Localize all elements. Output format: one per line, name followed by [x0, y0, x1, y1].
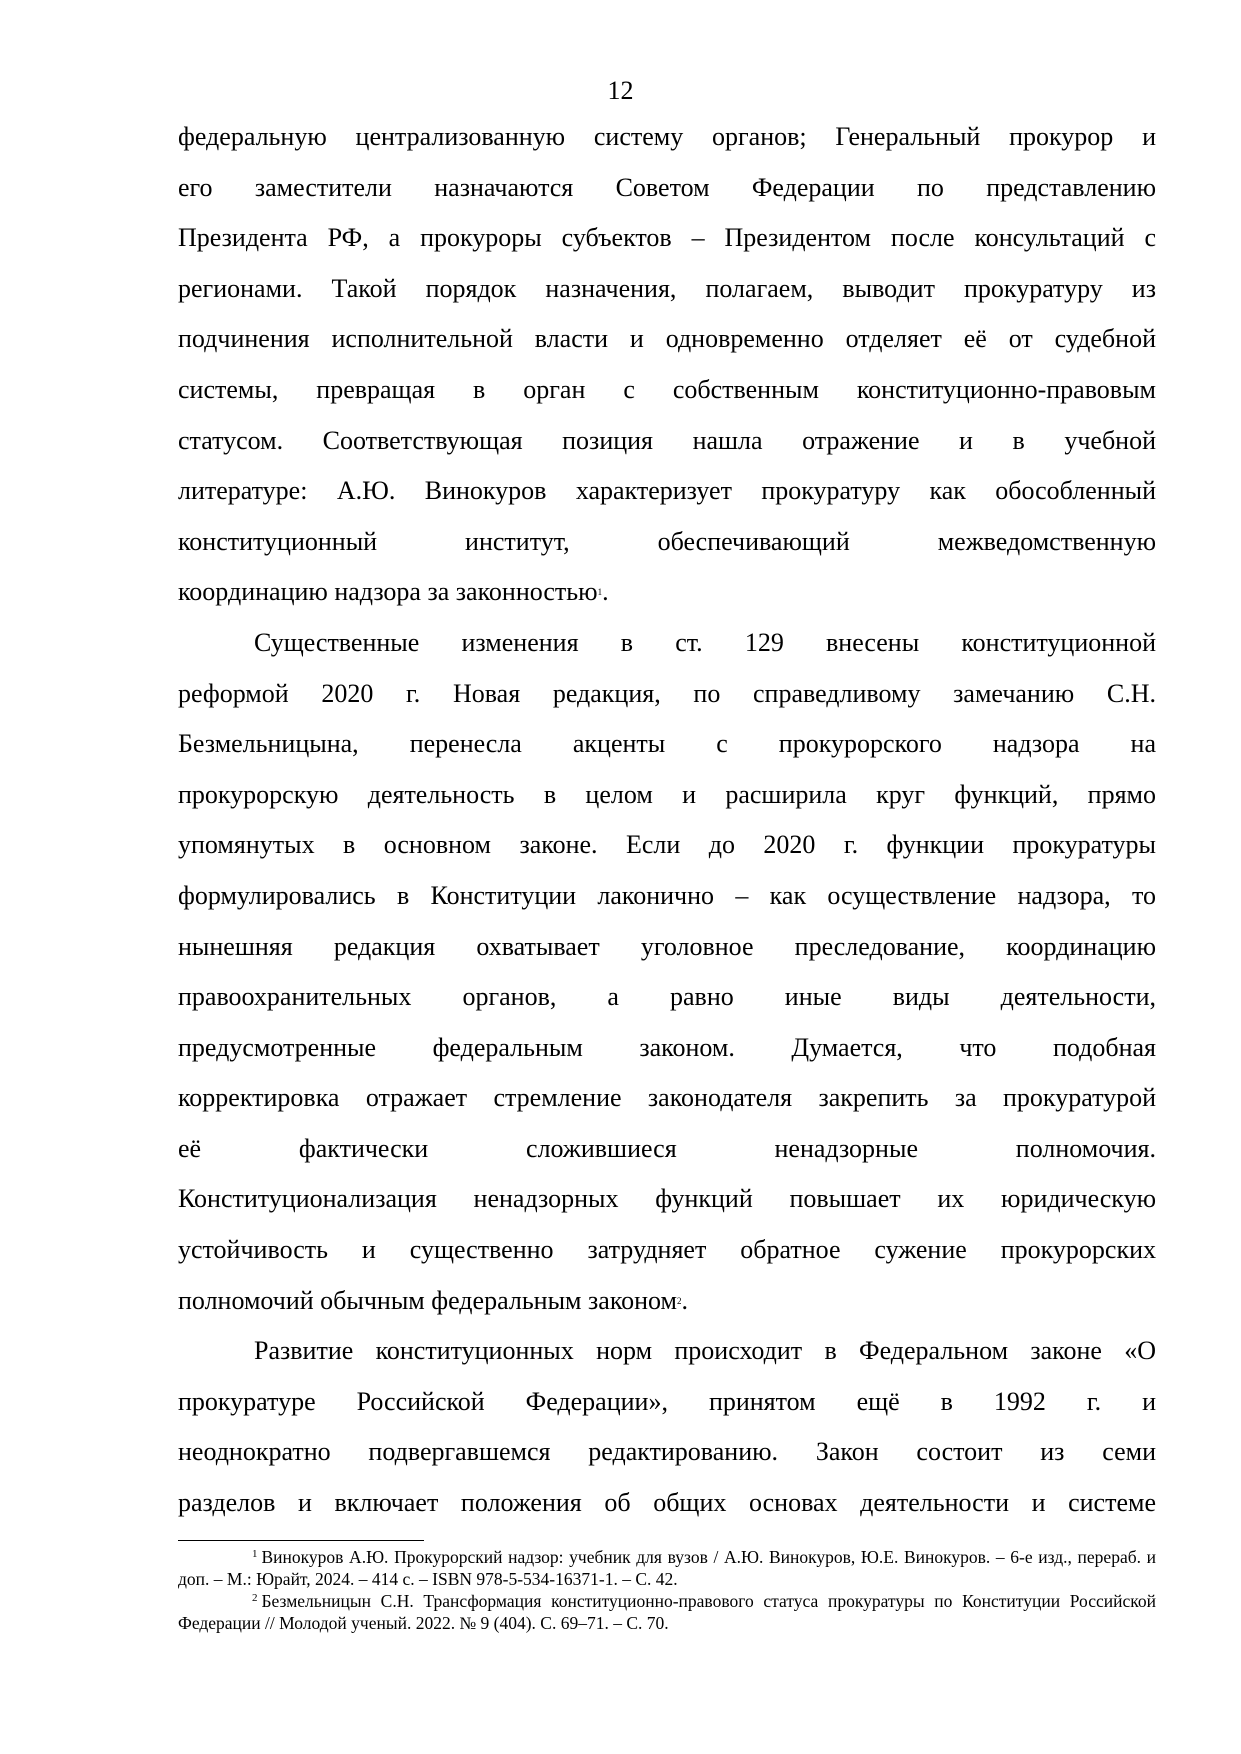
body-line: регионами. Такой порядок назначения, полагаем, выводит прокуратуру из	[178, 273, 1156, 303]
body-line: статусом. Соответствующая позиция нашла отражение и в учебной	[178, 425, 1156, 455]
footnote-reference[interactable]: 2	[677, 1295, 682, 1306]
footnote-text: Винокуров А.Ю. Прокурорский надзор: учебник для вузов / А.Ю. Винокуров, Ю.Е. Винокуров. – 6-е изд., перераб. и доп. – М.: Юрайт, 2024. – 414 с. – ISBN 978-5-534-16371-1. – С. 42.	[178, 1547, 1156, 1589]
body-line	[178, 567, 1156, 618]
page-number: 12	[607, 76, 634, 105]
body-line: правоохранительных органов, а равно иные виды деятельности,	[178, 982, 1156, 1012]
body-line: неоднократно подвергавшемся редактированию. Закон состоит из семи	[178, 1437, 1156, 1467]
body-line: прокуратуре Российской Федерации», принятом ещё в 1992 г. и	[178, 1386, 1156, 1416]
body-line: её фактически сложившиеся ненадзорные полномочия.	[178, 1133, 1156, 1163]
body-line: Президента РФ, а прокуроры субъектов – Президентом после консультаций с	[178, 223, 1156, 253]
body-line: литературе: А.Ю. Винокуров характеризует прокуратуру как обособленный	[178, 476, 1156, 506]
body-line: Конституционализация ненадзорных функций повышает их юридическую	[178, 1184, 1156, 1214]
body-line: разделов и включает положения об общих основах деятельности и системе	[178, 1488, 1156, 1518]
footnote-1	[178, 1546, 1156, 1590]
body-line-text: полномочий обычным федеральным законом	[178, 1285, 678, 1315]
body-line: Существенные изменения в ст. 129 внесены конституционной	[254, 627, 1156, 657]
footnote-reference[interactable]: 1	[597, 587, 603, 598]
footnote-number: 2	[252, 1592, 258, 1604]
body-line: Безмельницына, перенесла акценты с прокурорского надзора на	[178, 729, 1156, 759]
body-line: его заместители назначаются Советом Федерации по представлению	[178, 172, 1156, 202]
footnote-separator	[178, 1540, 424, 1541]
body-line: федеральную централизованную систему органов; Генеральный прокурор и	[178, 122, 1156, 151]
body-line: реформой 2020 г. Новая редакция, по справедливому замечанию С.Н.	[178, 678, 1156, 708]
body-line: Развитие конституционных норм происходит в Федеральном законе «О	[254, 1336, 1156, 1366]
body-line: нынешняя редакция охватывает уголовное преследование, координацию	[178, 931, 1156, 961]
body-line: формулировались в Конституции лаконично – как осуществление надзора, то	[178, 880, 1156, 910]
body-line-punctuation: .	[602, 577, 609, 607]
body-line-text: координацию надзора за законностью	[178, 577, 598, 607]
body-line: подчинения исполнительной власти и одновременно отделяет её от судебной	[178, 324, 1156, 354]
footnote-text: Безмельницын С.Н. Трансформация конституционно-правового статуса прокуратуры по Конституции Российской Федерации // Молодой ученый. 2022. № 9 (404). С. 69–71. – С. 70.	[178, 1591, 1156, 1633]
footnote-number: 1	[252, 1548, 258, 1560]
body-line	[178, 1276, 1156, 1327]
body-line: устойчивость и существенно затрудняет обратное сужение прокурорских	[178, 1235, 1156, 1265]
body-line: упомянутых в основном законе. Если до 2020 г. функции прокуратуры	[178, 830, 1156, 860]
body-line-punctuation: .	[681, 1285, 689, 1315]
footnotes	[178, 1546, 1156, 1634]
body-line: предусмотренные федеральным законом. Думается, что подобная	[178, 1032, 1156, 1062]
body-line: системы, превращая в орган с собственным конституционно-правовым	[178, 374, 1156, 404]
body-line: конституционный институт, обеспечивающий межведомственную	[178, 526, 1156, 556]
body-line: корректировка отражает стремление законодателя закрепить за прокуратурой	[178, 1083, 1156, 1113]
body-line: прокурорскую деятельность в целом и расширила круг функций, прямо	[178, 779, 1156, 809]
footnote-2	[178, 1590, 1156, 1634]
body-text	[178, 112, 1156, 1529]
